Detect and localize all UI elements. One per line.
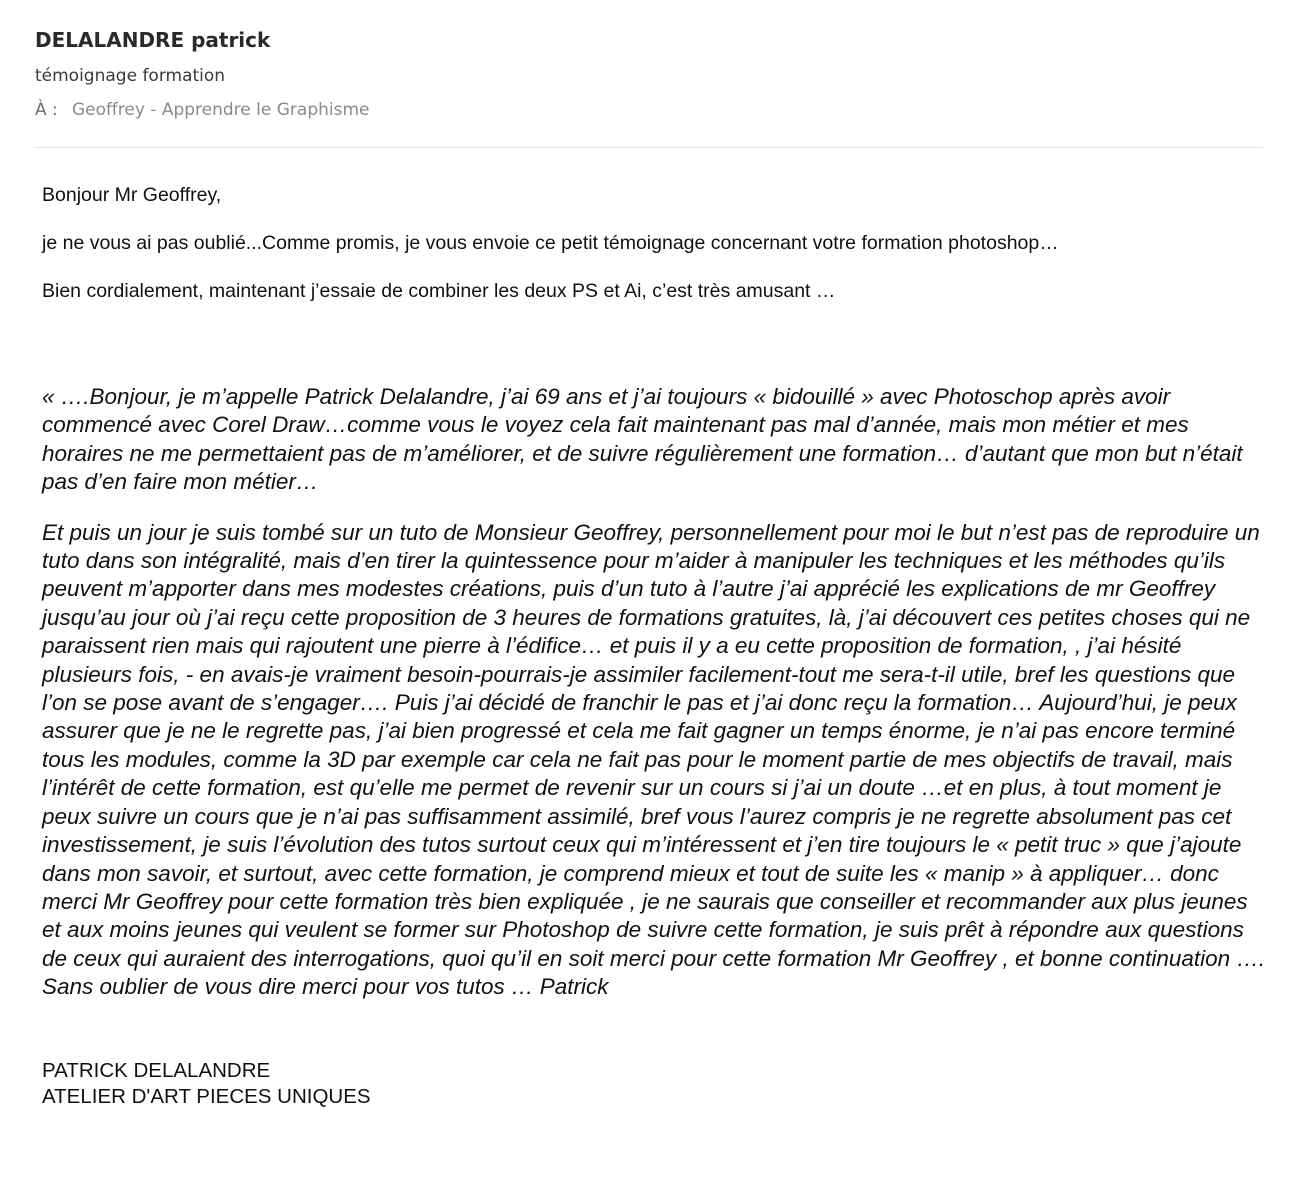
signature [42, 1058, 1272, 1110]
testimonial-block [42, 383, 1272, 1002]
email-subject: témoignage formation [35, 66, 226, 86]
closing-paragraph: Bien cordialement, maintenant j’essaie de combiner les deux PS et Ai, c’est très amusant … [42, 280, 836, 302]
to-label: À : [35, 100, 58, 120]
signature-company: ATELIER D'ART PIECES UNIQUES [42, 1084, 371, 1108]
testimonial-paragraph-1: « ….Bonjour, je m’appelle Patrick Delalandre, j’ai 69 ans et j’ai toujours « bidouillé » avec Photoschop après avoir commencé avec Corel Draw…comme vous le voyez cela fait maintenant pas mal d’année, mais mon métier et mes horaires ne me permettaient pas de m’améliorer, et de suivre régulièrement une formation… d’autant que mon but n’était pas d’en faire mon métier… [42, 384, 1243, 495]
signature-name: PATRICK DELALANDRE [42, 1058, 271, 1082]
sender-name[interactable]: DELALANDRE patrick [35, 28, 271, 52]
recipient-row [35, 98, 1263, 122]
testimonial-paragraph-2: Et puis un jour je suis tombé sur un tuto de Monsieur Geoffrey, personnellement pour moi le but n’est pas de reproduire un tuto dans son intégralité, mais d’en tirer la quintessence pour m’aider à manipuler les techniques et les méthodes qu’ils peuvent m’apporter dans mes modestes créations, puis d’un tuto à l’autre j’ai apprécié les explications de mr Geoffrey jusqu’au jour où j’ai reçu cette proposition de 3 heures de formations gratuites, là, j’ai découvert ces petites choses qui ne paraissent rien mais qui rajoutent une pierre à l’édifice… et puis il y a eu cette proposition de formation, , j’ai hésité plusieurs fois, - en avais-je vraiment besoin-pourrais-je assimiler facilement-tout me sera-t-il utile, bref les questions que l’on se pose avant de s’engager…. Puis j’ai décidé de franchir le pas et j’ai donc reçu la formation… Aujourd’hui, je peux assurer que je ne le regrette pas, j’ai bien progressé et cela me fait gagner un temps énorme, je n’ai pas encore terminé tous les modules, comme la 3D par exemple car cela ne fait pas pour le moment partie de mes objectifs de travail, mais l’intérêt de cette formation, est qu’elle me permet de revenir sur un cours si j’ai un doute …et en plus, à tout moment je peux suivre un cours que je n’ai pas suffisamment assimilé, bref vous l’aurez compris je ne regrette absolument pas cet investissement, je suis l’évolution des tutos surtout ceux qui m’intéressent et j’en tire toujours le « petit truc » que j’ajoute dans mon savoir, et surtout, avec cette formation, je comprend mieux et tout de suite les « manip » à appliquer… donc merci Mr Geoffrey pour cette formation très bien expliquée , je ne saurais que conseiller et recommander aux plus jeunes et aux moins jeunes qui veulent se former sur Photoshop de suivre cette formation, je suis prêt à répondre aux questions de ceux qui auraient des interrogations, quoi qu’il en soit merci pour cette formation Mr Geoffrey , et bonne continuation …. Sans oublier de vous dire merci pour vos tutos … Patrick [42, 519, 1266, 1000]
email-header [35, 26, 1263, 122]
header-divider [36, 147, 1263, 148]
intro-paragraph: je ne vous ai pas oublié...Comme promis, je vous envoie ce petit témoignage concernant votre formation photoshop… [42, 232, 1059, 254]
greeting: Bonjour Mr Geoffrey, [42, 184, 222, 206]
recipient-name[interactable]: Geoffrey - Apprendre le Graphisme [72, 100, 370, 120]
email-body [42, 181, 1272, 1110]
